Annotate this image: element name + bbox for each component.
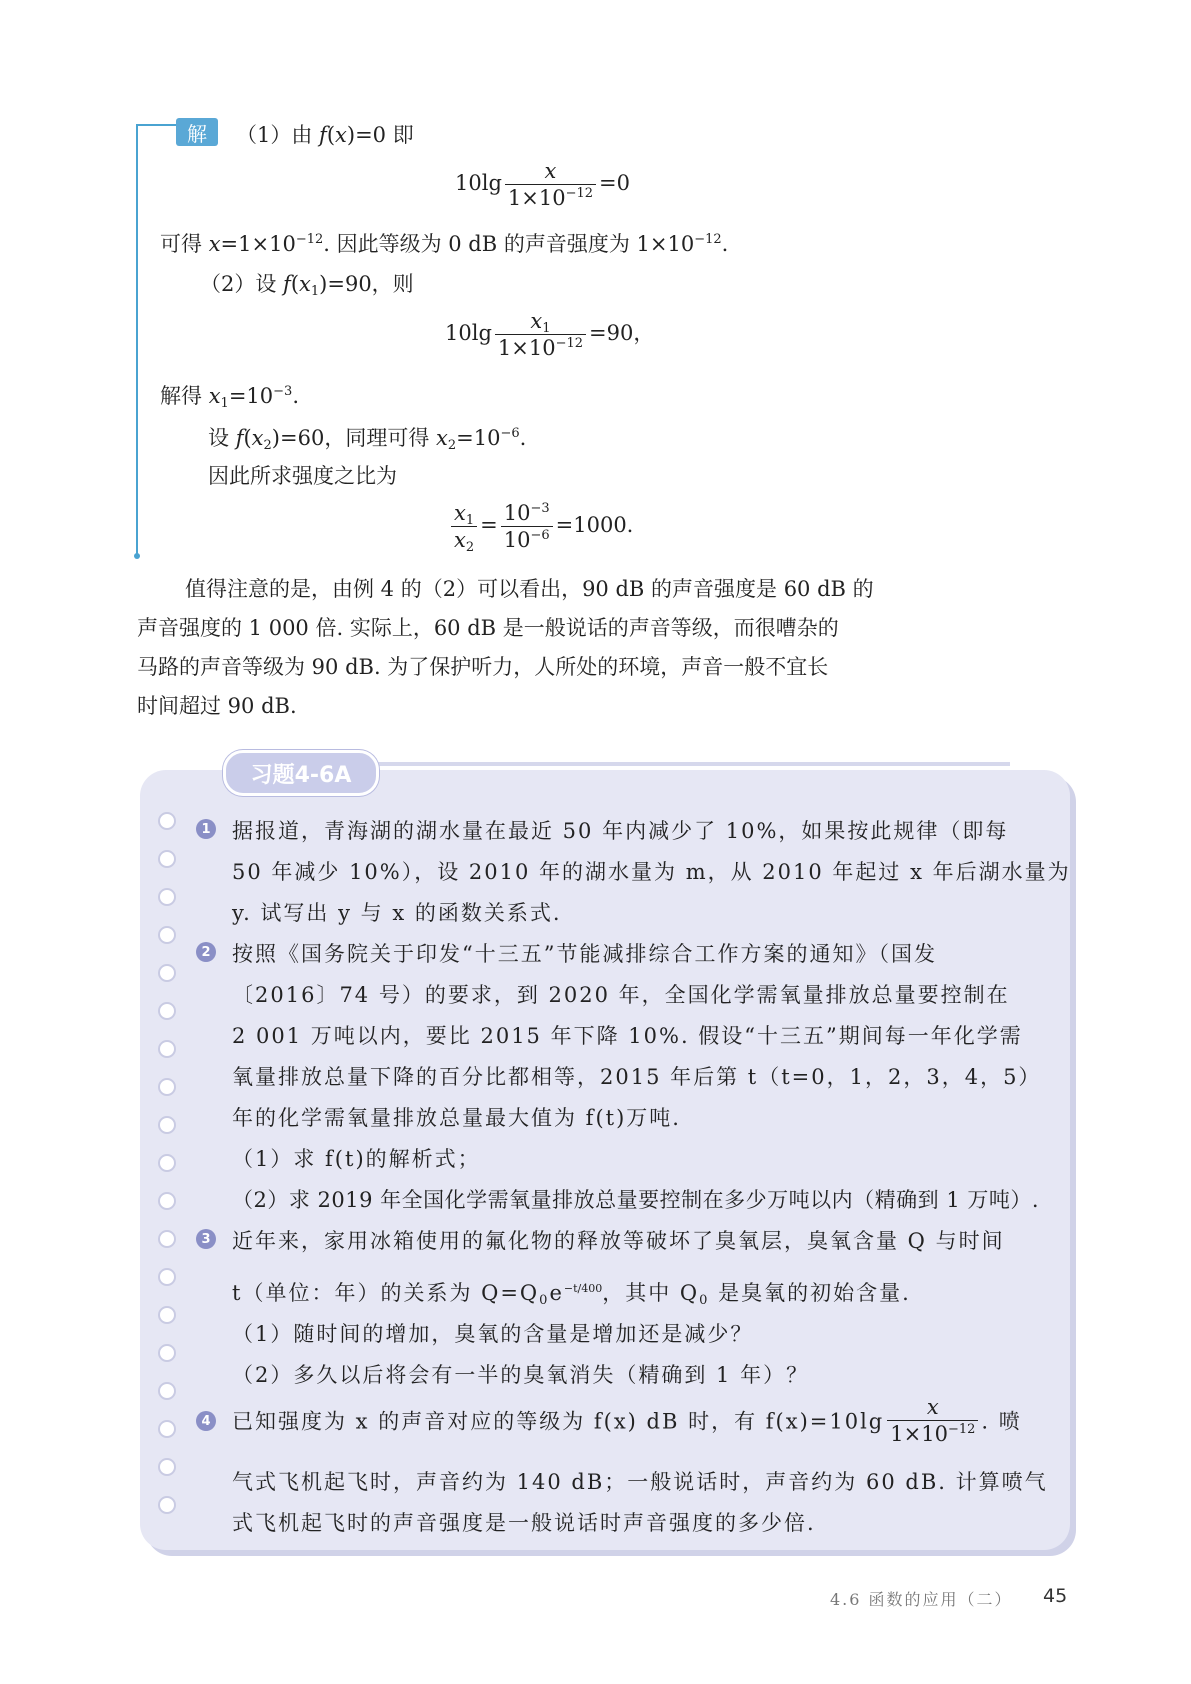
equation-ratio: $\frac{x_1}{x_2}$ = $\frac{10^{-3}}{10^{-6}}$ =1000. <box>448 502 633 551</box>
equation-1: 10lg $\frac{x}{1\times 10^{-12}}$ =0 <box>455 159 630 210</box>
binder-ring <box>158 1078 176 1096</box>
q1-line-3: y. 试写出 y 与 x 的函数关系式. <box>232 901 562 925</box>
binder-ring <box>158 1002 176 1020</box>
question-number-2: 2 <box>196 942 216 962</box>
binder-ring <box>158 964 176 982</box>
binder-ring <box>158 1040 176 1058</box>
question-number-3: 3 <box>196 1229 216 1249</box>
paragraph-line-1: 值得注意的是，由例 4 的（2）可以看出，90 dB 的声音强度是 60 dB 的 <box>185 577 874 601</box>
binder-ring <box>158 1268 176 1286</box>
solution-bracket-end <box>134 553 140 559</box>
binder-ring <box>158 1116 176 1134</box>
q2-sub-1: （1）求 f(t)的解析式； <box>232 1147 481 1171</box>
binder-ring <box>158 850 176 868</box>
q4-line-2: 气式飞机起飞时，声音约为 140 dB；一般说话时，声音约为 60 dB. 计算喷气 <box>232 1470 1048 1494</box>
footer-section-title: 4.6 函数的应用（二） <box>830 1590 1013 1609</box>
question-number-1: 1 <box>196 819 216 839</box>
binder-ring <box>158 1192 176 1210</box>
binder-ring <box>158 1344 176 1362</box>
binder-ring <box>158 812 176 830</box>
binder-ring <box>158 1306 176 1324</box>
question-number-4: 4 <box>196 1411 216 1431</box>
solution-step1-result: 可得 $x=1\times 10^{-12}$. 因此等级为 0 dB 的声音强度为 $1\times 10^{-12}$. <box>160 232 729 256</box>
solution-step2-set: 设 $f(x_2)=60$，同理可得 $x_2=10^{-6}$. <box>208 426 527 453</box>
q1-line-2: 50 年减少 10%），设 2010 年的湖水量为 m，从 2010 年起过 x 年后湖水量为 <box>232 860 1071 884</box>
binder-ring <box>158 1458 176 1476</box>
q2-line-5: 年的化学需氧量排放总量最大值为 f(t)万吨. <box>232 1106 681 1130</box>
q3-sub-2: （2）多久以后将会有一半的臭氧消失（精确到 1 年）？ <box>232 1363 810 1387</box>
paragraph-line-3: 马路的声音等级为 90 dB. 为了保护听力，人所处的环境，声音一般不宜长 <box>137 655 829 679</box>
binder-ring <box>158 1154 176 1172</box>
binder-ring <box>158 1420 176 1438</box>
binder-ring <box>158 1382 176 1400</box>
binder-ring <box>158 1496 176 1514</box>
q3-line-2: t（单位：年）的关系为 $Q=Q_0e^{-t/400}$，其中 $Q_0$ 是臭氧的初始含量. <box>232 1281 911 1308</box>
q2-line-3: 2 001 万吨以内，要比 2015 年下降 10%. 假设“十三五”期间每一年化学需 <box>232 1024 1023 1048</box>
exercise-header-line <box>370 762 1010 766</box>
q3-sub-1: （1）随时间的增加，臭氧的含量是增加还是减少？ <box>232 1322 754 1346</box>
solution-bracket-tick <box>136 124 176 126</box>
q1-line-1: 据报道，青海湖的湖水量在最近 50 年内减少了 10%，如果按此规律（即每 <box>232 819 1009 843</box>
equation-2: 10lg $\frac{x_1}{1\times 10^{-12}}$ =90， <box>445 309 655 360</box>
solution-badge: 解 <box>176 118 218 146</box>
q2-line-1: 按照《国务院关于印发“十三五”节能减排综合工作方案的通知》（国发 <box>232 942 937 966</box>
q4-line-1: 已知强度为 x 的声音对应的等级为 f(x) dB 时，有 f(x)=10lg $\frac{x}{1\times 10^{-12}}$ . 喷 <box>232 1395 1022 1446</box>
q2-sub-2: （2）求 2019 年全国化学需氧量排放总量要控制在多少万吨以内（精确到 1 万吨）. <box>232 1188 1040 1212</box>
paragraph-line-4: 时间超过 90 dB. <box>137 694 297 718</box>
q2-line-4: 氧量排放总量下降的百分比都相等，2015 年后第 t（t=0，1，2，3，4，5） <box>232 1065 1042 1089</box>
q2-line-2: 〔2016〕74 号）的要求，到 2020 年，全国化学需氧量排放总量要控制在 <box>232 983 1010 1007</box>
binder-ring <box>158 1230 176 1248</box>
paragraph-line-2: 声音强度的 1 000 倍. 实际上，60 dB 是一般说话的声音等级，而很嘈杂的 <box>137 616 839 640</box>
q4-line-3: 式飞机起飞时的声音强度是一般说话时声音强度的多少倍. <box>232 1511 816 1535</box>
binder-ring <box>158 888 176 906</box>
q3-line-1: 近年来，家用冰箱使用的氟化物的释放等破坏了臭氧层，臭氧含量 Q 与时间 <box>232 1229 1005 1253</box>
solution-step2-intro: （2）设 $f(x_1)=90$，则 <box>200 272 414 299</box>
solution-bracket-line <box>136 125 138 556</box>
binder-ring <box>158 926 176 944</box>
solution-step2-solved: 解得 $x_1=10^{-3}$. <box>160 384 299 411</box>
exercise-title: 习题4-6A <box>223 750 379 796</box>
solution-ratio-intro: 因此所求强度之比为 <box>208 464 397 488</box>
page-number: 45 <box>1043 1585 1068 1607</box>
solution-step1-intro: （1）由 f(x)=0 即 <box>236 123 414 147</box>
